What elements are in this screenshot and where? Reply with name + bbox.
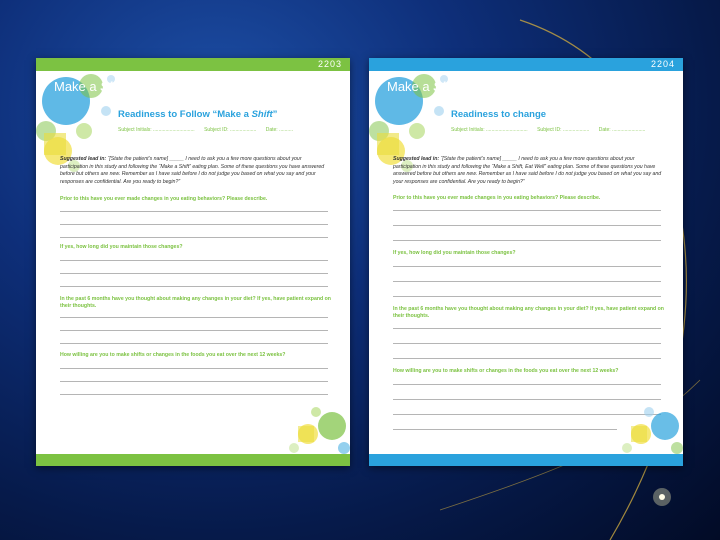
answer-line[interactable] bbox=[60, 260, 328, 261]
subject-initials-field[interactable]: Subject Initials: .............................. bbox=[451, 127, 528, 133]
answer-line[interactable] bbox=[393, 343, 661, 344]
top-bar bbox=[369, 58, 683, 71]
answer-line[interactable] bbox=[60, 330, 328, 331]
subject-fields bbox=[451, 127, 653, 133]
form-page-2204 bbox=[369, 58, 683, 466]
bottom-bar bbox=[369, 454, 683, 466]
date-field[interactable]: Date: .......... bbox=[265, 127, 293, 133]
answer-line[interactable] bbox=[60, 381, 328, 382]
answer-line[interactable] bbox=[393, 328, 661, 329]
answer-line[interactable] bbox=[393, 429, 617, 430]
logo: Make a Shift, Eat Well bbox=[387, 79, 518, 94]
question-2: If yes, how long did you maintain those changes? bbox=[60, 244, 183, 250]
logo: Make a Shift bbox=[54, 79, 130, 94]
dots-pattern-bottom bbox=[286, 404, 350, 454]
answer-line[interactable] bbox=[60, 368, 328, 369]
form-page-2203 bbox=[36, 58, 350, 466]
subject-id-field[interactable]: Subject ID: ................... bbox=[204, 127, 257, 133]
answer-line[interactable] bbox=[393, 399, 661, 400]
question-1: Prior to this have you ever made changes in you eating behaviors? Please describe. bbox=[60, 196, 268, 202]
answer-line[interactable] bbox=[60, 394, 328, 395]
bottom-bar bbox=[36, 454, 350, 466]
answer-line[interactable] bbox=[393, 358, 661, 359]
page-number: 2203 bbox=[317, 59, 342, 69]
answer-line[interactable] bbox=[60, 224, 328, 225]
answer-line[interactable] bbox=[393, 296, 661, 297]
subject-id-field[interactable]: Subject ID: ................... bbox=[537, 127, 590, 133]
answer-line[interactable] bbox=[393, 281, 661, 282]
answer-line[interactable] bbox=[393, 225, 661, 226]
answer-line[interactable] bbox=[60, 273, 328, 274]
answer-line[interactable] bbox=[393, 384, 661, 385]
answer-line[interactable] bbox=[393, 240, 661, 241]
question-2: If yes, how long did you maintain those changes? bbox=[393, 250, 516, 256]
question-4: How willing are you to make shifts or changes in the foods you eat over the next 12 weeks? bbox=[393, 368, 619, 374]
answer-line[interactable] bbox=[60, 343, 328, 344]
answer-line[interactable] bbox=[393, 210, 661, 211]
answer-line[interactable] bbox=[60, 211, 328, 212]
form-title: Readiness to change bbox=[451, 109, 547, 120]
subject-initials-field[interactable]: Subject Initials: .............................. bbox=[118, 127, 195, 133]
form-title: Readiness to Follow “Make a Shift” bbox=[118, 109, 278, 120]
answer-line[interactable] bbox=[60, 286, 328, 287]
dots-pattern-bottom bbox=[619, 404, 683, 454]
suggested-lead-in: Suggested lead in: “[State the patient’s name] _____ I need to ask you a few more questions about your participation in this study and following the “Make a Shift” eating plan. Some of these questions you have answered before but others are new. Remember as I have said before I do not judge you based on what you say and your responses are confidential. Are you ready to begin?” bbox=[60, 156, 325, 185]
date-field[interactable]: Date: ........................ bbox=[598, 127, 646, 133]
question-4: How willing are you to make shifts or changes in the foods you eat over the next 12 weeks? bbox=[60, 352, 286, 358]
answer-line[interactable] bbox=[393, 266, 661, 267]
page-number: 2204 bbox=[650, 59, 675, 69]
top-bar bbox=[36, 58, 350, 71]
subject-fields bbox=[118, 127, 301, 133]
question-1: Prior to this have you ever made changes in you eating behaviors? Please describe. bbox=[393, 195, 601, 201]
suggested-lead-in: Suggested lead in: “[State the patient’s name] _____ I need to ask you a few more questions about your participation in this study and following the “Make a Shift, Eat Well” eating plan. Some of these questions you have answered before but others are new. Remember as I have said before I do not judge you based on what you say and your responses are confidential. Are you ready to begin?” bbox=[393, 156, 662, 185]
answer-line[interactable] bbox=[60, 237, 328, 238]
answer-line[interactable] bbox=[60, 317, 328, 318]
question-3: In the past 6 months have you thought about making any changes in your diet? If yes, have patient expand on their thoughts. bbox=[60, 296, 331, 309]
question-3: In the past 6 months have you thought about making any changes in your diet? If yes, have patient expand on their thoughts. bbox=[393, 306, 664, 319]
